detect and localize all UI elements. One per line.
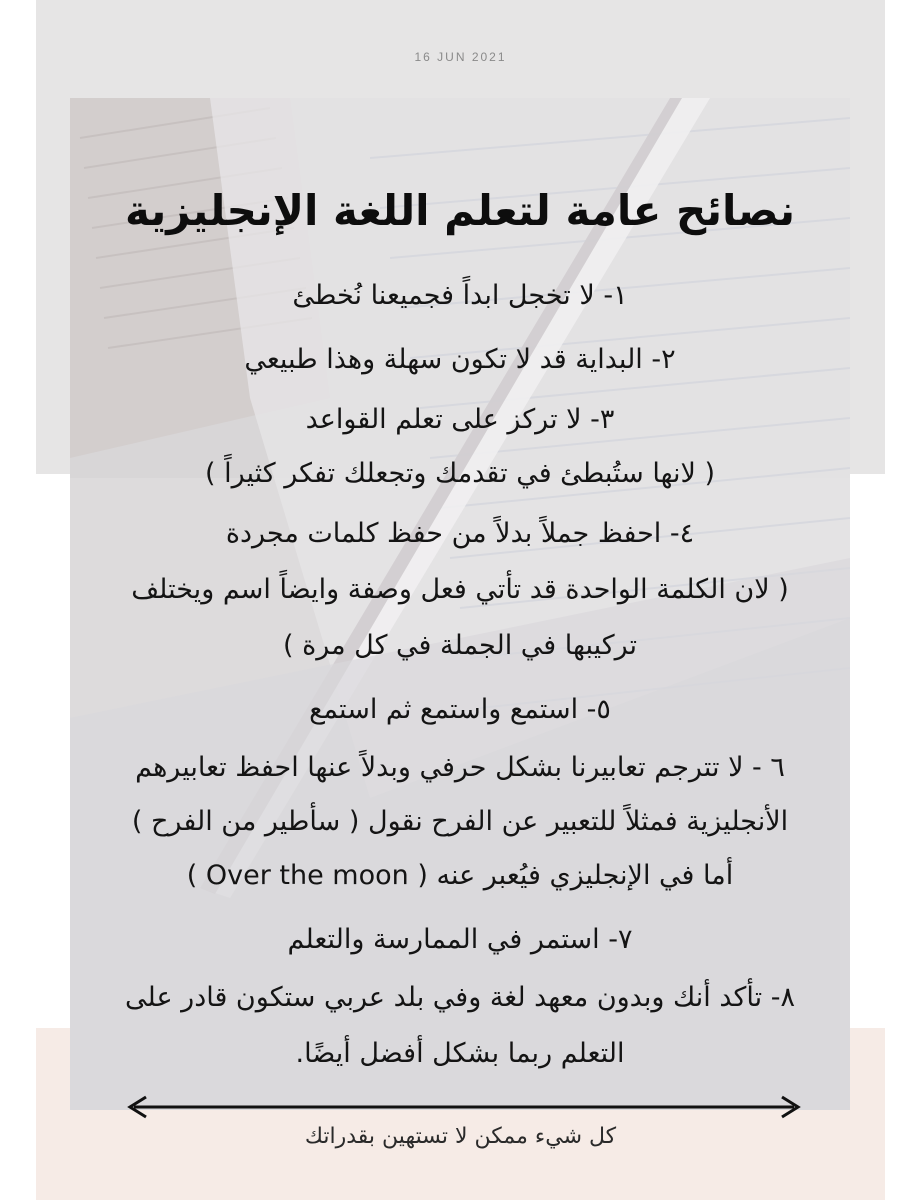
right-margin [885,0,919,1200]
post-date: 16 JUN 2021 [414,50,507,64]
tip-line-7: تركيبها في الجملة في كل مرة ) [282,630,638,661]
footer-caption: كل شيء ممكن لا تستهين بقدراتك [304,1124,617,1149]
left-margin [0,0,36,1200]
tip-line-6: ( لان الكلمة الواحدة قد تأتي فعل وصفة وايضاً اسم ويختلف [131,574,789,605]
tip-line-9: ٦ - لا تترجم تعابيرنا بشكل حرفي وبدلاً عنها احفظ تعابيرهم [135,752,785,783]
tip-line-12: ٧- استمر في الممارسة والتعلم [287,924,633,955]
double-arrow-icon [124,1094,804,1120]
tip-line-4: ( لانها ستُبطئ في تقدمك وتجعلك تفكر كثيراً ) [204,458,716,489]
tip-line-5: ٤- احفظ جملاً بدلاً من حفظ كلمات مجردة [225,518,695,549]
tip-line-11: أما في الإنجليزي فيُعبر عنه ( Over the moon ) [186,860,734,891]
tip-line-14: التعلم ربما بشكل أفضل أيضًا. [295,1038,625,1069]
tip-line-10: الأنجليزية فمثلاً للتعبير عن الفرح نقول ( سأطير من الفرح ) [131,806,789,837]
tip-line-1: ١- لا تخجل ابداً فجميعنا نُخطئ [292,280,628,311]
tip-line-8: ٥- استمع واستمع ثم استمع [309,694,611,725]
page-title: نصائح عامة لتعلم اللغة الإنجليزية [125,186,795,235]
tip-line-13: ٨- تأكد أنك وبدون معهد لغة وفي بلد عربي ستكون قادر على [125,982,795,1013]
post-card [36,0,885,1200]
tip-line-2: ٢- البداية قد لا تكون سهلة وهذا طبيعي [244,344,676,375]
tip-line-3: ٣- لا تركز على تعلم القواعد [305,404,615,435]
tips-overlay [70,98,850,1110]
